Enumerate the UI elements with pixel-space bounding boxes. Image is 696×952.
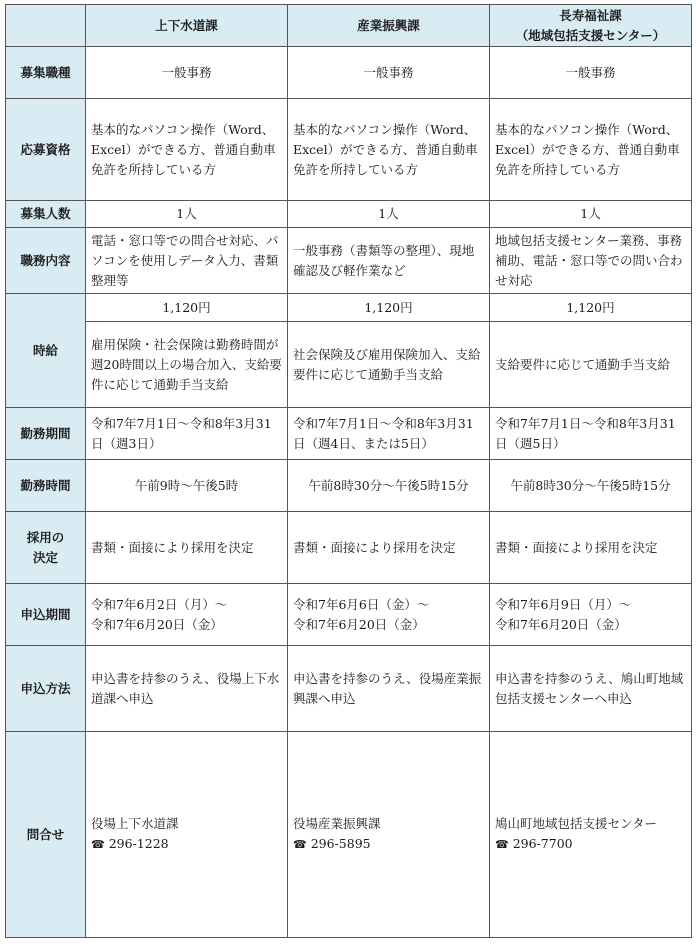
headcount-cell: 1人 — [86, 201, 288, 228]
column-header-welfare: 長寿福祉課 （地域包括支援センター） — [490, 5, 692, 47]
recruitment-table — [5, 4, 692, 938]
contact-phone: 296-7700 — [512, 836, 573, 851]
contact-phone-line — [91, 834, 282, 855]
qualifications-cell: 基本的なパソコン操作（Word、Excel）ができる方、普通自動車免許を所持している方 — [288, 99, 490, 201]
row-decision — [6, 512, 692, 584]
wage-note-cell: 社会保険及び雇用保険加入、支給要件に応じて通勤手当支給 — [288, 322, 490, 408]
row-wage-notes — [6, 322, 692, 408]
row-hours — [6, 460, 692, 512]
contact-phone: 296-5895 — [310, 836, 371, 851]
row-label-hours: 勤務時間 — [6, 460, 86, 512]
contact-cell — [490, 732, 692, 938]
decision-cell: 書類・面接により採用を決定 — [86, 512, 288, 584]
wage-amount-cell: 1,120円 — [288, 294, 490, 322]
hours-cell: 午前8時30分～午後5時15分 — [288, 460, 490, 512]
duties-cell: 地域包括支援センター業務、事務補助、電話・窓口等での問い合わせ対応 — [490, 228, 692, 294]
duties-cell: 一般事務（書類等の整理）、現地確認及び軽作業など — [288, 228, 490, 294]
row-label-job-type: 募集職種 — [6, 47, 86, 99]
row-label-duties: 職務内容 — [6, 228, 86, 294]
phone-icon: ☎ — [495, 838, 509, 851]
row-job-type — [6, 47, 692, 99]
application-method-cell: 申込書を持参のうえ、役場上下水道課へ申込 — [86, 646, 288, 732]
hours-cell: 午前9時～午後5時 — [86, 460, 288, 512]
wage-note-cell: 雇用保険・社会保険は勤務時間が週20時間以上の場合加入、支給要件に応じて通勤手当支給 — [86, 322, 288, 408]
row-application-period — [6, 584, 692, 646]
row-duties — [6, 228, 692, 294]
contact-cell — [288, 732, 490, 938]
row-label-qualifications: 応募資格 — [6, 99, 86, 201]
application-method-cell: 申込書を持参のうえ、役場産業振興課へ申込 — [288, 646, 490, 732]
row-label-decision: 採用の 決定 — [6, 512, 86, 584]
contact-phone-line — [293, 834, 484, 855]
headcount-cell: 1人 — [490, 201, 692, 228]
qualifications-cell: 基本的なパソコン操作（Word、Excel）ができる方、普通自動車免許を所持している方 — [86, 99, 288, 201]
wage-amount-cell: 1,120円 — [86, 294, 288, 322]
period-cell: 令和7年7月1日～令和8年3月31日（週5日） — [490, 408, 692, 460]
wage-note-cell: 支給要件に応じて通勤手当支給 — [490, 322, 692, 408]
corner-cell — [6, 5, 86, 47]
contact-phone: 296-1228 — [108, 836, 169, 851]
contact-name: 鳩山町地域包括支援センター — [495, 816, 658, 831]
job-type-cell: 一般事務 — [288, 47, 490, 99]
row-wage-amount — [6, 294, 692, 322]
phone-icon: ☎ — [91, 838, 105, 851]
contact-name: 役場産業振興課 — [293, 816, 381, 831]
row-qualifications — [6, 99, 692, 201]
application-period-cell: 令和7年6月6日（金）～ 令和7年6月20日（金） — [288, 584, 490, 646]
contact-phone-line — [495, 834, 686, 855]
row-period — [6, 408, 692, 460]
phone-icon: ☎ — [293, 838, 307, 851]
decision-cell: 書類・面接により採用を決定 — [490, 512, 692, 584]
contact-cell — [86, 732, 288, 938]
headcount-cell: 1人 — [288, 201, 490, 228]
application-period-cell: 令和7年6月2日（月）～ 令和7年6月20日（金） — [86, 584, 288, 646]
row-contact — [6, 732, 692, 938]
column-header-water: 上下水道課 — [86, 5, 288, 47]
period-cell: 令和7年7月1日～令和8年3月31日（週4日、または5日） — [288, 408, 490, 460]
period-cell: 令和7年7月1日～令和8年3月31日（週3日） — [86, 408, 288, 460]
job-type-cell: 一般事務 — [490, 47, 692, 99]
duties-cell: 電話・窓口等での問合せ対応、パソコンを使用しデータ入力、書類整理等 — [86, 228, 288, 294]
column-header-industry: 産業振興課 — [288, 5, 490, 47]
row-label-contact: 問合せ — [6, 732, 86, 938]
decision-cell: 書類・面接により採用を決定 — [288, 512, 490, 584]
row-application-method — [6, 646, 692, 732]
row-headcount — [6, 201, 692, 228]
job-type-cell: 一般事務 — [86, 47, 288, 99]
wage-amount-cell: 1,120円 — [490, 294, 692, 322]
header-row — [6, 5, 692, 47]
row-label-wage: 時給 — [6, 294, 86, 408]
row-label-application-period: 申込期間 — [6, 584, 86, 646]
row-label-application-method: 申込方法 — [6, 646, 86, 732]
row-label-period: 勤務期間 — [6, 408, 86, 460]
application-period-cell: 令和7年6月9日（月）～ 令和7年6月20日（金） — [490, 584, 692, 646]
row-label-headcount: 募集人数 — [6, 201, 86, 228]
hours-cell: 午前8時30分～午後5時15分 — [490, 460, 692, 512]
application-method-cell: 申込書を持参のうえ、鳩山町地域包括支援センターへ申込 — [490, 646, 692, 732]
qualifications-cell: 基本的なパソコン操作（Word、Excel）ができる方、普通自動車免許を所持している方 — [490, 99, 692, 201]
contact-name: 役場上下水道課 — [91, 816, 179, 831]
